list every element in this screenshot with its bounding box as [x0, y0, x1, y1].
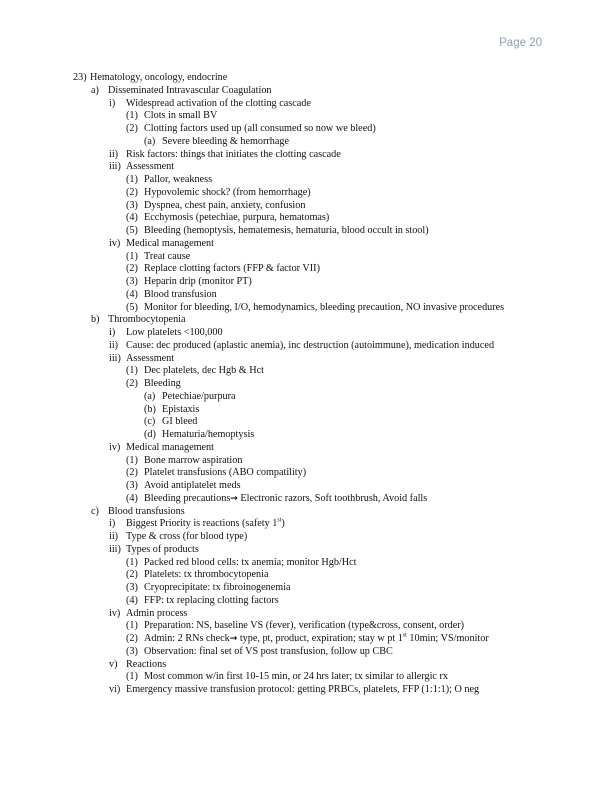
list-marker: ii): [109, 339, 119, 351]
list-item: [0, 544, 612, 557]
list-text: Bleeding: [144, 378, 181, 389]
list-marker: (4): [126, 288, 138, 300]
list-item: [0, 531, 612, 544]
list-marker: (4): [126, 212, 138, 224]
list-text: Packed red blood cells: tx anemia; monitor Hgb/Hct: [144, 556, 357, 568]
list-item: [0, 289, 612, 302]
list-marker: (a): [144, 390, 156, 402]
list-item: [0, 493, 612, 506]
list-marker: (2): [126, 633, 138, 644]
list-item: [0, 314, 612, 327]
list-text: Cause: dec produced (aplastic anemia), inc destruction (autoimmune), medication induced: [126, 339, 495, 351]
list-item: [0, 455, 612, 468]
list-text: Hematology, oncology, endocrine: [90, 72, 228, 83]
right-arrow-icon: →: [229, 634, 238, 644]
list-item: [0, 404, 612, 417]
list-item: [0, 174, 612, 187]
list-text: Types of products: [126, 543, 199, 555]
list-item: [0, 480, 612, 493]
list-marker: (5): [126, 301, 138, 313]
list-text: Platelets: tx thrombocytopenia: [144, 569, 269, 581]
list-item: [0, 276, 612, 289]
list-text: Epistaxis: [162, 403, 200, 415]
list-text: Assessment: [126, 161, 175, 173]
list-marker: (1): [126, 556, 138, 568]
text-part: Admin: 2 RNs check: [144, 633, 230, 644]
list-text: Medical management: [126, 441, 214, 453]
list-text: Bleeding (hemoptysis, hematemesis, hematuria, blood occult in stool): [144, 225, 429, 236]
list-text: Risk factors: things that initiates the clotting cascade: [126, 148, 341, 160]
list-text: Bone marrow aspiration: [144, 454, 243, 466]
list-item: [0, 442, 612, 455]
list-text: Cryoprecipitate: tx fibroinogenemia: [144, 582, 291, 593]
list-text: FFP: tx replacing clotting factors: [144, 594, 279, 606]
list-marker: i): [109, 327, 116, 338]
list-text: Clots in small BV: [144, 110, 218, 122]
list-item: [0, 506, 612, 519]
page-number: Page 20: [499, 37, 542, 49]
list-text: Monitor for bleeding, I/O, hemodynamics, bleeding precaution, NO invasive procedures: [144, 301, 505, 313]
list-item: [0, 646, 612, 659]
list-item: [0, 200, 612, 213]
list-text: Type & cross (for blood type): [126, 531, 248, 542]
list-item: [0, 429, 612, 442]
list-item: [0, 353, 612, 366]
list-item: [0, 340, 612, 353]
list-text: Petechiae/purpura: [162, 390, 236, 402]
list-text: Reactions: [126, 658, 167, 670]
list-marker: (2): [126, 378, 138, 389]
list-text: Thrombocytopenia: [108, 314, 186, 326]
list-text: Replace clotting factors (FFP & factor VII): [144, 263, 320, 275]
list-marker: ii): [109, 531, 119, 542]
list-marker: (4): [126, 594, 138, 606]
list-marker: (3): [126, 199, 138, 211]
text-part: Bleeding precautions: [144, 492, 231, 504]
list-marker: vi): [109, 684, 121, 695]
list-item: [0, 225, 612, 238]
list-marker: (1): [126, 110, 138, 122]
list-item: [0, 620, 612, 633]
list-text: [144, 633, 489, 646]
list-marker: (1): [126, 365, 138, 377]
list-item: [0, 467, 612, 480]
list-item: [0, 327, 612, 340]
list-text: Treat cause: [144, 250, 191, 262]
list-item: [0, 569, 612, 582]
text-part: ): [281, 518, 285, 530]
list-marker: (3): [126, 582, 138, 593]
list-marker: 23): [73, 72, 87, 83]
list-text: Hematuria/hemoptysis: [162, 429, 255, 440]
list-marker: (2): [126, 263, 138, 275]
list-text: Dec platelets, dec Hgb & Hct: [144, 365, 264, 377]
list-text: Disseminated Intravascular Coagulation: [108, 84, 272, 96]
list-marker: (a): [144, 135, 156, 147]
list-marker: (1): [126, 671, 138, 683]
list-item: [0, 633, 612, 646]
list-marker: (1): [126, 250, 138, 262]
list-item: [0, 85, 612, 98]
list-item: [0, 123, 612, 136]
list-marker: (5): [126, 225, 138, 236]
list-text: Widespread activation of the clotting cascade: [126, 97, 311, 109]
list-marker: a): [91, 84, 99, 96]
list-text: [126, 518, 285, 531]
list-text: Medical management: [126, 237, 214, 249]
list-marker: b): [91, 314, 100, 326]
list-marker: iv): [109, 441, 121, 453]
list-text: [144, 493, 427, 506]
list-item: [0, 378, 612, 391]
list-item: [0, 671, 612, 684]
list-text: Preparation: NS, baseline VS (fever), verification (type&cross, consent, order): [144, 620, 465, 632]
list-item: [0, 365, 612, 378]
list-item: [0, 518, 612, 531]
text-part: type, pt, product, expiration; stay w pt 1: [237, 633, 403, 644]
list-text: Ecchymosis (petechiae, purpura, hematomas): [144, 212, 330, 224]
list-text: Heparin drip (monitor PT): [144, 276, 252, 287]
list-marker: (2): [126, 123, 138, 134]
list-text: Avoid antiplatelet meds: [144, 480, 241, 491]
list-item: [0, 110, 612, 123]
list-item: [0, 98, 612, 111]
list-item: [0, 212, 612, 225]
list-marker: (4): [126, 492, 138, 504]
list-text: Clotting factors used up (all consumed so now we bleed): [144, 123, 376, 134]
list-text: Blood transfusions: [108, 505, 185, 517]
superscript: st: [277, 517, 282, 524]
list-text: Low platelets <100,000: [126, 327, 223, 338]
list-marker: (d): [144, 429, 156, 440]
list-text: Emergency massive transfusion protocol: getting PRBCs, platelets, FFP (1:1:1); O neg: [126, 684, 480, 695]
list-marker: (3): [126, 645, 138, 657]
text-part: 10min; VS/monitor: [406, 633, 489, 644]
list-item: [0, 391, 612, 404]
list-text: Pallor, weakness: [144, 174, 213, 185]
list-marker: (3): [126, 276, 138, 287]
list-text: Assessment: [126, 352, 175, 364]
list-marker: (2): [126, 467, 138, 479]
list-text: Dyspnea, chest pain, anxiety, confusion: [144, 199, 306, 211]
list-marker: v): [109, 658, 118, 670]
list-text: Platelet transfusions (ABO compatility): [144, 467, 307, 479]
text-part: Biggest Priority is reactions (safety 1: [126, 518, 278, 530]
list-item: [0, 608, 612, 621]
list-text: Severe bleeding & hemorrhage: [162, 135, 290, 147]
document-body: [0, 72, 612, 697]
list-item: [0, 149, 612, 162]
list-marker: iii): [109, 161, 121, 173]
list-item: [0, 582, 612, 595]
list-text: Most common w/in first 10-15 min, or 24 hrs later; tx similar to allergic rx: [144, 671, 448, 683]
list-marker: (b): [144, 403, 156, 415]
list-marker: iv): [109, 607, 121, 619]
list-text: Observation: final set of VS post transfusion, follow up CBC: [144, 645, 393, 657]
list-marker: iii): [109, 352, 121, 364]
list-marker: i): [109, 97, 116, 109]
list-marker: (1): [126, 454, 138, 466]
list-item: [0, 416, 612, 429]
list-marker: (2): [126, 186, 138, 198]
list-item: [0, 238, 612, 251]
superscript: st: [402, 632, 407, 639]
list-text: Hypovolemic shock? (from hemorrhage): [144, 186, 311, 198]
text-part: Electronic razors, Soft toothbrush, Avoid falls: [237, 492, 428, 504]
list-text: GI bleed: [162, 416, 198, 428]
list-item: [0, 659, 612, 672]
list-marker: ii): [109, 148, 119, 160]
list-marker: (1): [126, 174, 138, 185]
right-arrow-icon: →: [230, 493, 238, 504]
list-text: Admin process: [126, 607, 188, 619]
list-marker: (3): [126, 480, 138, 491]
list-text: Blood transfusion: [144, 288, 217, 300]
section-heading: [0, 72, 612, 85]
list-item: [0, 187, 612, 200]
list-item: [0, 595, 612, 608]
list-marker: (2): [126, 569, 138, 581]
list-marker: (1): [126, 620, 138, 632]
list-item: [0, 136, 612, 149]
list-item: [0, 684, 612, 697]
list-item: [0, 302, 612, 315]
list-item: [0, 557, 612, 570]
list-marker: c): [91, 505, 99, 517]
list-item: [0, 263, 612, 276]
list-marker: (c): [144, 416, 156, 428]
list-marker: iii): [109, 543, 121, 555]
list-item: [0, 251, 612, 264]
list-marker: i): [109, 518, 116, 530]
list-marker: iv): [109, 237, 121, 249]
list-item: [0, 161, 612, 174]
